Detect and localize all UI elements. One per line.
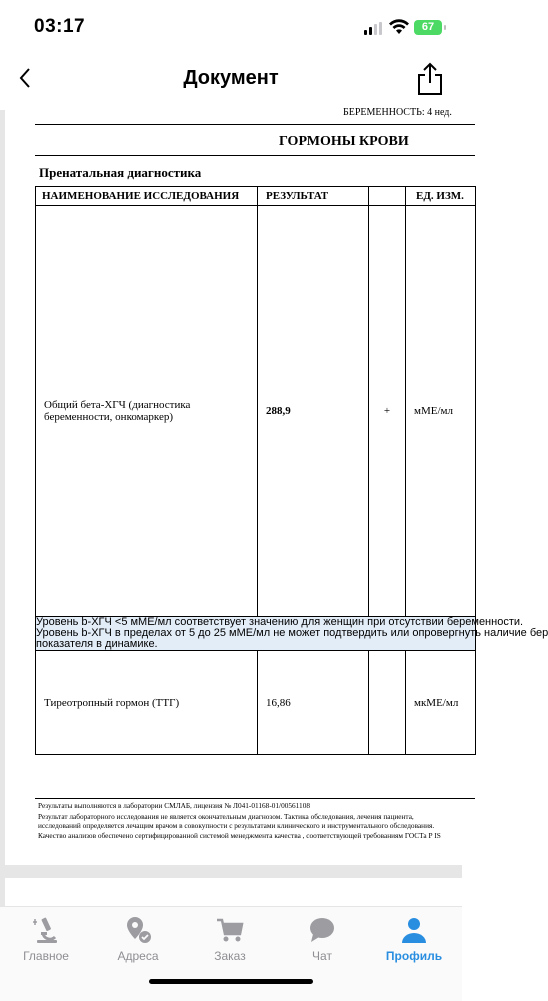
note-line: показателя в динамике. [36, 638, 158, 650]
share-icon[interactable] [416, 62, 444, 96]
home-indicator[interactable] [149, 979, 313, 984]
column-header-name: НАИМЕНОВАНИЕ ИССЛЕДОВАНИЯ [36, 187, 258, 206]
footer-line: Результаты выполняются в лаборатории СМЛАБ, лицензия № Л041-01168-01/00561108 [38, 801, 311, 810]
column-header-flag [369, 187, 406, 206]
status-bar [0, 0, 462, 56]
status-time: 03:17 [34, 16, 86, 37]
table-row [36, 651, 476, 755]
column-header-unit: ЕД. ИЗМ. [406, 187, 476, 206]
note-line: Уровень b-ХГЧ <5 мМЕ/мл соответствует значению для женщин при отсутствии беременности. [36, 616, 524, 628]
tab-label: Чат [312, 949, 332, 963]
microscope-icon [31, 915, 61, 945]
chat-bubble-icon [307, 915, 337, 945]
hcg-reference-note [36, 616, 548, 651]
battery-level: 67 [421, 21, 435, 33]
person-icon [399, 915, 429, 945]
navigation-bar [0, 56, 462, 106]
results-table [35, 186, 548, 755]
note-line: Уровень b-ХГЧ в пределах от 5 до 25 мМЕ/мл не может подтвердить или опровергнуть наличие бер [36, 627, 548, 639]
test-flag: + [369, 206, 406, 617]
tab-label: Главное [23, 949, 69, 963]
tab-order[interactable] [190, 915, 270, 963]
wifi-icon [388, 18, 410, 35]
tab-chat[interactable] [282, 915, 362, 963]
divider [35, 155, 475, 156]
divider [35, 798, 475, 799]
test-result: 16,86 [258, 651, 369, 755]
battery-indicator [414, 20, 442, 35]
test-name: Тиреотропный гормон (ТТГ) [36, 651, 258, 755]
test-name: Общий бета-ХГЧ (диагностика беременности, онкомаркер) [36, 206, 258, 617]
subsection-title: Пренатальная диагностика [39, 165, 202, 180]
document-viewer[interactable] [0, 107, 548, 906]
map-pin-icon [123, 915, 153, 945]
footer-line: Результат лабораторного исследования не является окончательным диагнозом. Тактика обследования, лечения пациента, [38, 812, 414, 821]
test-unit: мМЕ/мл [406, 206, 476, 617]
cart-icon [215, 915, 245, 945]
tab-profile[interactable] [374, 915, 454, 963]
footer-line: Качество анализов обеспечено сертифицированной системой менеджмента качества , соответствующей требованиям ГОСТа Р IS [38, 831, 441, 840]
tab-home[interactable] [6, 915, 86, 963]
page-title: Документ [183, 67, 279, 89]
tab-bar [0, 906, 462, 1001]
test-result: 288,9 [258, 206, 369, 617]
footer-line: исследований определяется лечащим врачом в совокупности с результатами клинического и инструментального обследования. [38, 821, 435, 830]
test-unit: мкМЕ/мл [406, 651, 476, 755]
tab-label: Заказ [214, 949, 246, 963]
tab-label: Профиль [385, 949, 443, 963]
table-row [36, 206, 476, 617]
table-header-row [36, 187, 476, 206]
column-header-result: РЕЗУЛЬТАТ [258, 187, 369, 206]
table-note-row [36, 617, 476, 651]
divider [35, 124, 475, 125]
test-flag [369, 651, 406, 755]
document-page [5, 107, 548, 865]
section-title: ГОРМОНЫ КРОВИ [279, 134, 409, 149]
pregnancy-term: БЕРЕМЕННОСТЬ: 4 нед. [343, 107, 452, 118]
tab-label: Адреса [117, 949, 159, 963]
tab-addresses[interactable] [98, 915, 178, 963]
